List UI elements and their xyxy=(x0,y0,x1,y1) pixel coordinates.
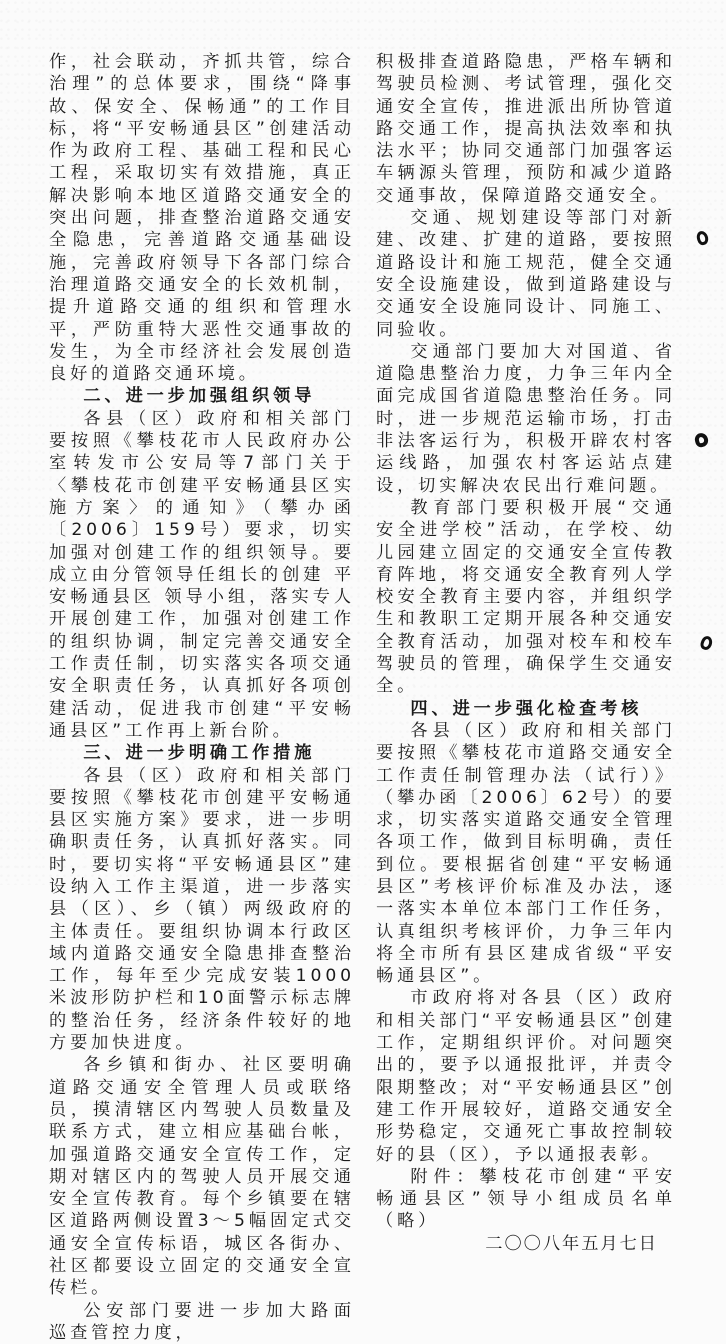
body-paragraph: 交通部门要加大对国道、省道隐患整治力度，力争三年内全面完成国省道隐患整治任务。同时，进一步规范运输市场，打击非法客运行为，积极开辟农村客运线路，加强农村客运站点建设，切实解决农民出行难问题。 xyxy=(376,341,676,496)
body-paragraph: 各县（区）政府和相关部门要按照《攀枝花市道路交通安全工作责任制管理办法（试行）》（攀办函〔2006〕62号）的要求，切实落实道路交通安全管理各项工作，做到目标明确，责任到位。要根据省创建“平安畅通县区”考核评价标准及办法，逐一落实本单位本部门工作任务，认真组织考核评价，力争三年内将全市所有县区建成省级“平安畅通县区”。 xyxy=(376,720,676,987)
section-heading-2: 二、进一步加强组织领导 xyxy=(83,386,316,407)
body-paragraph: 交通、规划建设等部门对新建、改建、扩建的道路，要按照道路设计和施工规范，健全交通安全设施建设，做到道路建设与交通安全设施同设计、同施工、同验收。 xyxy=(376,208,676,340)
section-heading-4: 四、进一步强化检查考核 xyxy=(410,698,643,719)
body-paragraph: 各乡镇和街办、社区要明确道路交通安全管理人员或联络员，摸清辖区内驾驶人员数量及联系方式，建立相应基础台帐，加强道路交通安全宣传工作，定期对辖区内的驾驶人员开展交通安全宣传教育。每个乡镇要在辖区道路两侧设置3～5幅固定式交通安全宣传标语，城区各街办、社区都要设立固定的交通安全宣传栏。 xyxy=(49,1055,355,1299)
right-column xyxy=(376,51,676,1255)
section-heading-3: 三、进一步明确工作措施 xyxy=(83,743,316,764)
body-paragraph: 市政府将对各县（区）政府和相关部门“平安畅通县区”创建工作，定期组织评价。对问题突出的，要予以通报批评，并责令限期整改；对“平安畅通县区”创建工作开展较好，道路交通安全形势稳定，交通死亡事故控制较好的县（区），予以通报表彰。 xyxy=(376,988,676,1165)
body-paragraph: 公安部门要进一步加大路面巡查管控力度， xyxy=(49,1300,355,1343)
binder-hole-mark-icon xyxy=(699,635,714,652)
body-paragraph: 各县（区）政府和相关部门要按照《攀枝花市创建平安畅通县区实施方案》要求，进一步明确职责任务，认真抓好落实。同时，要切实将“平安畅通县区”建设纳入工作主渠道，进一步落实县（区）、乡（镇）两级政府的主体责任。要组织协调本行政区域内道路交通安全隐患排查整治工作，每年至少完成安装1000米波形防护栏和10面警示标志牌的整治任务，经济条件较好的地方要加快进度。 xyxy=(49,765,355,1054)
binder-hole-mark-icon xyxy=(693,432,709,449)
body-paragraph: 积极排查道路隐患，严格车辆和驾驶员检测、考试管理，强化交通安全宣传，推进派出所协管道路交通工作，提高执法效率和执法水平；协同交通部门加强客运车辆源头管理，预防和减少道路交通事故，保障道路交通安全。 xyxy=(376,52,676,206)
body-paragraph: 作，社会联动，齐抓共管，综合治理”的总体要求，围绕“降事故、保安全、保畅通”的工作目标，将“平安畅通县区”创建活动作为政府工程、基础工程和民心工程，采取切实有效措施，真正解决影响本地区道路交通安全的突出问题，排查整治道路交通安全隐患，完善道路交通基础设施，完善政府领导下各部门综合治理道路交通安全的长效机制，提升道路交通的组织和管理水平，严防重特大恶性交通事故的发生，为全市经济社会发展创造良好的道路交通环境。 xyxy=(49,52,355,385)
binder-hole-mark-icon xyxy=(695,230,709,246)
left-column xyxy=(49,51,355,1344)
document-date: 二〇〇八年五月七日 xyxy=(485,1233,658,1254)
body-paragraph: 教育部门要积极开展“交通安全进学校”活动，在学校、幼儿园建立固定的交通安全宣传教育阵地，将交通安全教育列人学校安全教育主要内容，并组织学生和教职工定期开展各种交通安全教育活动，加强对校车和校车驾驶员的管理，确保学生交通安全。 xyxy=(376,497,676,697)
attachment-note: 附件：攀枝花市创建“平安畅通县区”领导小组成员名单（略） xyxy=(376,1166,676,1232)
body-paragraph: 各县（区）政府和相关部门要按照《攀枝花市人民政府办公室转发市公安局等7部门关于〈攀枝花市创建平安畅通县区实施方案〉的通知》（攀办函〔2006〕159号）要求，切实加强对创建工作的组织领导。要成立由分管领导任组长的创建 平安畅通县区 领导小组，落实专人开展创建工作，加强对创建工作的组织协调，制定完善交通安全工作责任制，切实落实各项交通安全职责任务，认真抓好各项创建活动，促进我市创建“平安畅通县区”工作再上新台阶。 xyxy=(49,408,355,741)
